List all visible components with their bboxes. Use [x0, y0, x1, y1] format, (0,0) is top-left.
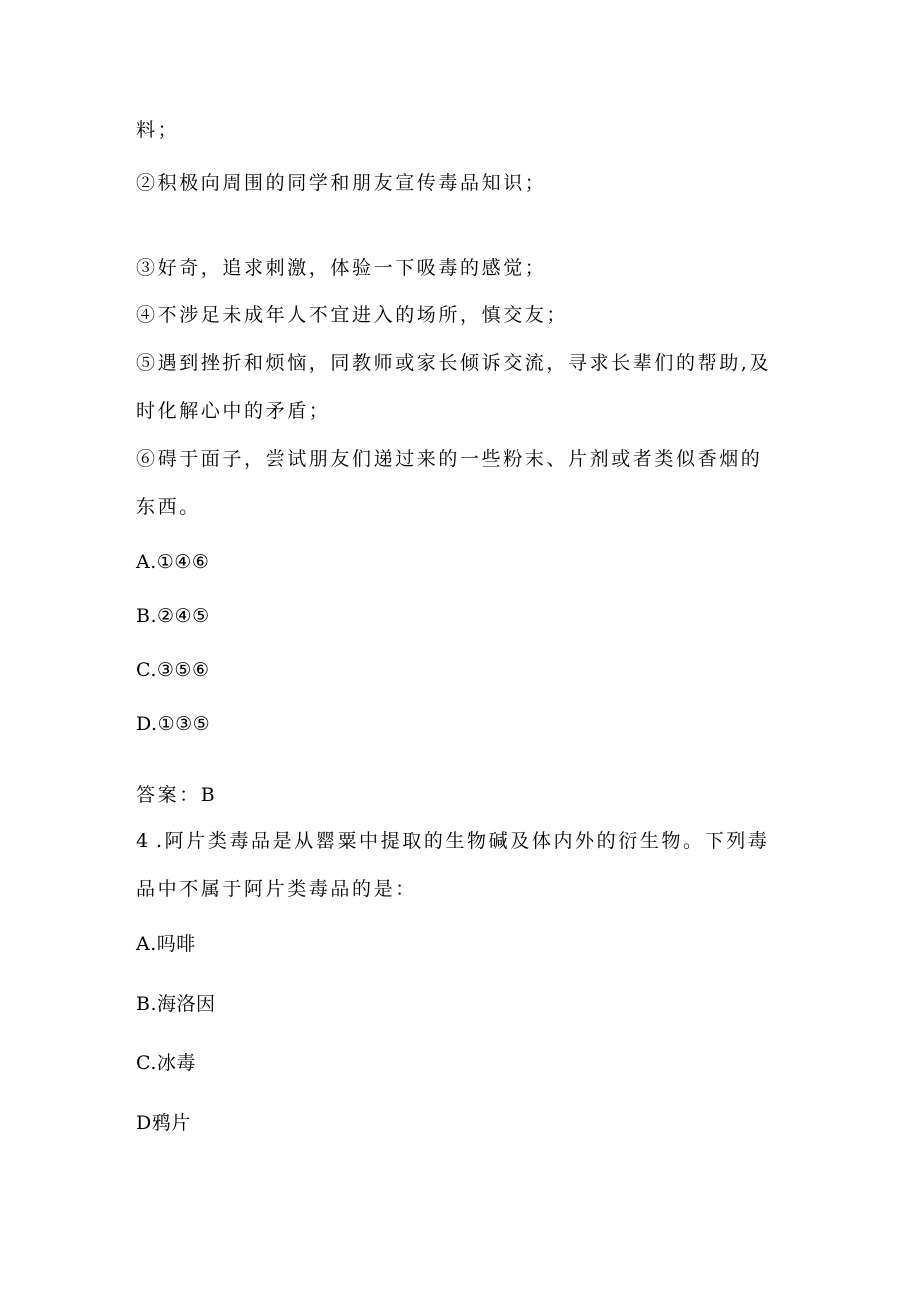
- statement-3: ③好奇，追求刺激，体验一下吸毒的感觉；: [136, 257, 547, 279]
- q4-option-d: D鸦片: [136, 1112, 191, 1134]
- q3-answer: 答案：B: [136, 784, 218, 806]
- statement-4: ④不涉足未成年人不宜进入的场所，慎交友；: [136, 304, 569, 326]
- q3-option-a: A.①④⑥: [136, 551, 210, 573]
- statement-6-line1: ⑥碍于面子，尝试朋友们递过来的一些粉末、片剂或者类似香烟的: [136, 448, 763, 470]
- statement-5-line1: ⑤遇到挫折和烦恼，同教师或家长倾诉交流，寻求长辈们的帮助,及: [136, 352, 772, 374]
- q4-number: 4: [136, 830, 149, 852]
- q3-option-d: D.①③⑤: [136, 713, 211, 735]
- q4-stem-text: .阿片类毒品是从罂粟中提取的生物碱及体内外的衍生物。下列毒: [156, 830, 770, 852]
- q3-option-c: C.③⑤⑥: [136, 659, 210, 681]
- q4-option-c: C.冰毒: [136, 1052, 196, 1074]
- statement-5-line2: 时化解心中的矛盾；: [136, 400, 331, 422]
- q4-stem-line1: [136, 828, 769, 854]
- q3-option-b: B.②④⑤: [136, 605, 210, 627]
- q4-option-a: A.吗啡: [136, 933, 196, 955]
- statement-6-line2: 东西。: [136, 496, 201, 518]
- q4-stem-line2: 品中不属于阿片类毒品的是：: [136, 878, 417, 900]
- statement-2: ②积极向周围的同学和朋友宣传毒品知识；: [136, 172, 547, 194]
- q4-option-b: B.海洛因: [136, 993, 216, 1015]
- continuation-line: 料；: [136, 119, 180, 141]
